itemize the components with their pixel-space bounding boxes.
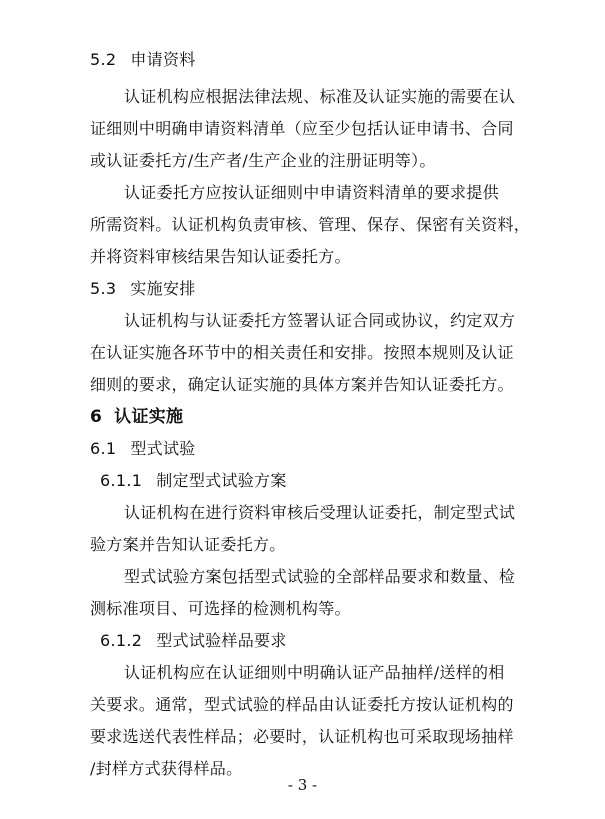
text-line: 或认证委托方/生产者/生产企业的注册证明等）。	[90, 151, 436, 170]
section-6-heading	[90, 407, 183, 427]
section-number: 6.1.1	[100, 471, 143, 490]
text-line: 认证机构应在认证细则中明确认证产品抽样/送样的相	[124, 663, 505, 682]
text-line: /封样方式获得样品。	[90, 759, 243, 778]
section-6-1-1-heading	[100, 471, 287, 491]
text-line: 在认证实施各环节中的相关责任和安排。按照本规则及认证	[90, 343, 514, 362]
page-number: - 3 -	[287, 776, 318, 794]
text-line: 认证机构应根据法律法规、标准及认证实施的需要在认	[124, 87, 516, 106]
text-line: 关要求。通常，型式试验的样品由认证委托方按认证机构的	[90, 695, 514, 714]
text-line: 认证委托方应按认证细则中申请资料清单的要求提供	[124, 183, 499, 202]
section-title: 申请资料	[130, 50, 196, 69]
section-number: 6	[90, 407, 103, 427]
text-line: 测标准项目、可选择的检测机构等。	[90, 599, 351, 618]
section-title: 型式试验样品要求	[156, 631, 287, 650]
section-number: 6.1	[90, 439, 117, 458]
section-title: 实施安排	[130, 279, 196, 298]
text-line: 细则的要求，确定认证实施的具体方案并告知认证委托方。	[90, 375, 514, 394]
text-line: 并将资料审核结果告知认证委托方。	[90, 247, 351, 266]
text-line: 要求选送代表性样品；必要时，认证机构也可采取现场抽样	[90, 727, 514, 746]
text-line: 证细则中明确申请资料清单（应至少包括认证申请书、合同	[90, 119, 514, 138]
text-line: 认证机构与认证委托方签署认证合同或协议，约定双方	[124, 311, 516, 330]
section-number: 5.3	[90, 279, 117, 298]
section-title: 型式试验	[130, 439, 196, 458]
text-line: 所需资料。认证机构负责审核、管理、保存、保密有关资料，	[90, 215, 531, 234]
section-5-2-heading	[90, 50, 196, 70]
text-line: 认证机构在进行资料审核后受理认证委托，制定型式试	[124, 503, 516, 522]
section-6-1-2-heading	[100, 631, 287, 651]
section-number: 6.1.2	[100, 631, 143, 650]
text-line: 型式试验方案包括型式试验的全部样品要求和数量、检	[124, 567, 516, 586]
section-title: 制定型式试验方案	[156, 471, 287, 490]
text-line: 验方案并告知认证委托方。	[90, 535, 286, 554]
section-6-1-heading	[90, 439, 196, 459]
section-number: 5.2	[90, 50, 117, 69]
section-5-3-heading	[90, 279, 196, 299]
section-title: 认证实施	[114, 407, 184, 427]
